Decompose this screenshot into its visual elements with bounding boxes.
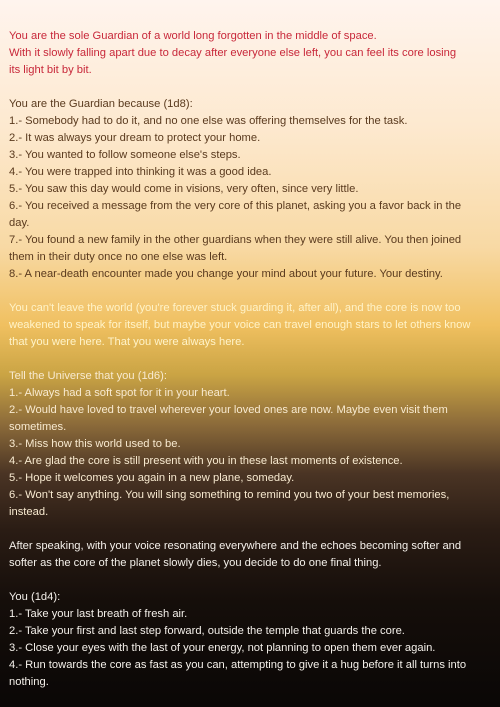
text-line: 6.- Won't say anything. You will sing something to remind you two of your best memories, xyxy=(9,489,450,501)
intro-paragraph xyxy=(9,28,492,79)
text-line: 1.- Take your last breath of fresh air. xyxy=(9,608,188,620)
text-line: 1.- Somebody had to do it, and no one else was offering themselves for the task. xyxy=(9,115,408,127)
text-line: 2.- It was always your dream to protect your home. xyxy=(9,132,261,144)
text-line: 4.- Run towards the core as fast as you can, attempting to give it a hug before it all turns into xyxy=(9,659,467,671)
text-line: day. xyxy=(9,217,30,229)
text-line: You are the Guardian because (1d8): xyxy=(9,98,193,110)
text-line: 6.- You received a message from the very core of this planet, asking you a favor back in the xyxy=(9,200,462,212)
text-line: You are the sole Guardian of a world long forgotten in the middle of space. xyxy=(9,30,377,42)
text-line: them in their duty once no one else was left. xyxy=(9,251,228,263)
text-line: 5.- You saw this day would come in visions, very often, since very little. xyxy=(9,183,359,195)
guardian-reason-table xyxy=(9,96,492,283)
text-line: 3.- You wanted to follow someone else's steps. xyxy=(9,149,241,161)
final-thing-paragraph xyxy=(9,538,492,572)
universe-message-table xyxy=(9,368,492,521)
text-line: 7.- You found a new family in the other guardians when they were still alive. You then joined xyxy=(9,234,462,246)
text-line: With it slowly falling apart due to decay after everyone else left, you can feel its core losing xyxy=(9,47,457,59)
text-line: weakened to speak for itself, but maybe your voice can travel enough stars to let others know xyxy=(9,319,471,331)
text-line: You (1d4): xyxy=(9,591,61,603)
text-line: 3.- Close your eyes with the last of your energy, not planning to open them ever again. xyxy=(9,642,436,654)
text-line: Tell the Universe that you (1d6): xyxy=(9,370,167,382)
text-line: its light bit by bit. xyxy=(9,64,92,76)
text-line: 3.- Miss how this world used to be. xyxy=(9,438,181,450)
document-content xyxy=(9,28,492,691)
text-line: instead. xyxy=(9,506,49,518)
text-line: that you were here. That you were always here. xyxy=(9,336,245,348)
text-line: 8.- A near-death encounter made you change your mind about your future. Your destiny. xyxy=(9,268,443,280)
text-line: 4.- Are glad the core is still present with you in these last moments of existence. xyxy=(9,455,403,467)
text-line: After speaking, with your voice resonating everywhere and the echoes becoming softer and xyxy=(9,540,462,552)
text-line: nothing. xyxy=(9,676,49,688)
text-line: 2.- Take your first and last step forward, outside the temple that guards the core. xyxy=(9,625,405,637)
text-line: 4.- You were trapped into thinking it was a good idea. xyxy=(9,166,272,178)
text-line: 2.- Would have loved to travel wherever your loved ones are now. Maybe even visit them xyxy=(9,404,448,416)
text-line: softer as the core of the planet slowly dies, you decide to do one final thing. xyxy=(9,557,382,569)
universe-paragraph xyxy=(9,300,492,351)
final-action-table xyxy=(9,589,492,691)
text-line: sometimes. xyxy=(9,421,67,433)
text-line: You can't leave the world (you're forever stuck guarding it, after all), and the core is now too xyxy=(9,302,461,314)
text-line: 5.- Hope it welcomes you again in a new plane, someday. xyxy=(9,472,295,484)
text-line: 1.- Always had a soft spot for it in your heart. xyxy=(9,387,230,399)
